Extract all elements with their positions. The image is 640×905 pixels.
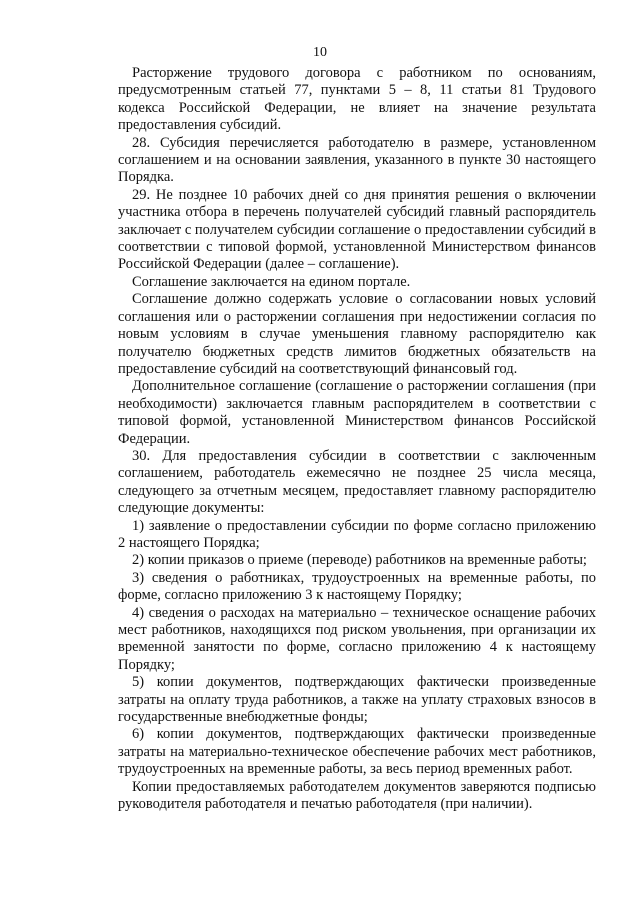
paragraph-28: 28. Субсидия перечисляется работодателю в размере, установленном соглашением и на основании заявления, указанного в пункте 30 настоящего Порядка. [118,134,596,186]
paragraph-termination: Расторжение трудового договора с работником по основаниям, предусмотренным статьей 77, пунктами 5 – 8, 11 статьи 81 Трудового кодекса Российской Федерации, не влияет на значение результата предоставления субсидий. [118,65,596,134]
paragraph-29: 29. Не позднее 10 рабочих дней со дня принятия решения о включении участника отбора в перечень получателей субсидий главный распорядитель заключает с получателем субсидии соглашение о предоставлении субсидий в соответствии с типовой формой, установленной Министерством финансов Российской Федерации (далее – соглашение). [118,186,596,273]
list-item-3: 3) сведения о работниках, трудоустроенных на временные работы, по форме, согласно приложению 3 к настоящему Порядку; [118,569,596,604]
paragraph-portal: Соглашение заключается на едином портале. [132,273,411,290]
list-item-4: 4) сведения о расходах на материально – техническое оснащение рабочих мест работников, находящихся под риском увольнения, при организации их временной занятости по форме, согласно приложению 4 к настоящему Порядку; [118,604,596,673]
paragraph-30: 30. Для предоставления субсидии в соответствии с заключенным соглашением, работодатель ежемесячно не позднее 25 числа месяца, следующего за отчетным месяцем, предоставляет главному распорядителю следующие документы: [118,447,596,517]
paragraph-certification: Копии предоставляемых работодателем документов заверяются подписью руководителя работодателя и печатью работодателя (при наличии). [118,778,596,813]
page-number: 10 [313,45,327,60]
list-item-1: 1) заявление о предоставлении субсидии по форме согласно приложению 2 настоящего Порядка; [118,517,596,551]
list-item-6: 6) копии документов, подтверждающих фактически произведенные затраты на материально-техническое обеспечение рабочих мест работников, трудоустроенных на временные работы, за весь период временных работ. [118,726,596,778]
list-item-5: 5) копии документов, подтверждающих фактически произведенные затраты на оплату труда работников, а также на уплату страховых взносов в государственные внебюджетные фонды; [118,674,596,726]
list-item-2: 2) копии приказов о приеме (переводе) работников на временные работы; [132,552,587,569]
document-body [118,65,596,813]
paragraph-additional-agreement: Дополнительное соглашение (соглашение о расторжении соглашения (при необходимости) заключается главным распорядителем в соответствии с типовой формой, установленной Министерством финансов Российской Федерации. [118,378,596,447]
paragraph-agreement-conditions: Соглашение должно содержать условие о согласовании новых условий соглашения или о расторжении соглашения при недостижении согласия по новым условиям в случае уменьшения главному распорядителю как получателю бюджетных средств лимитов бюджетных обязательств на предоставление субсидий на соответствующий финансовый год. [118,291,596,377]
